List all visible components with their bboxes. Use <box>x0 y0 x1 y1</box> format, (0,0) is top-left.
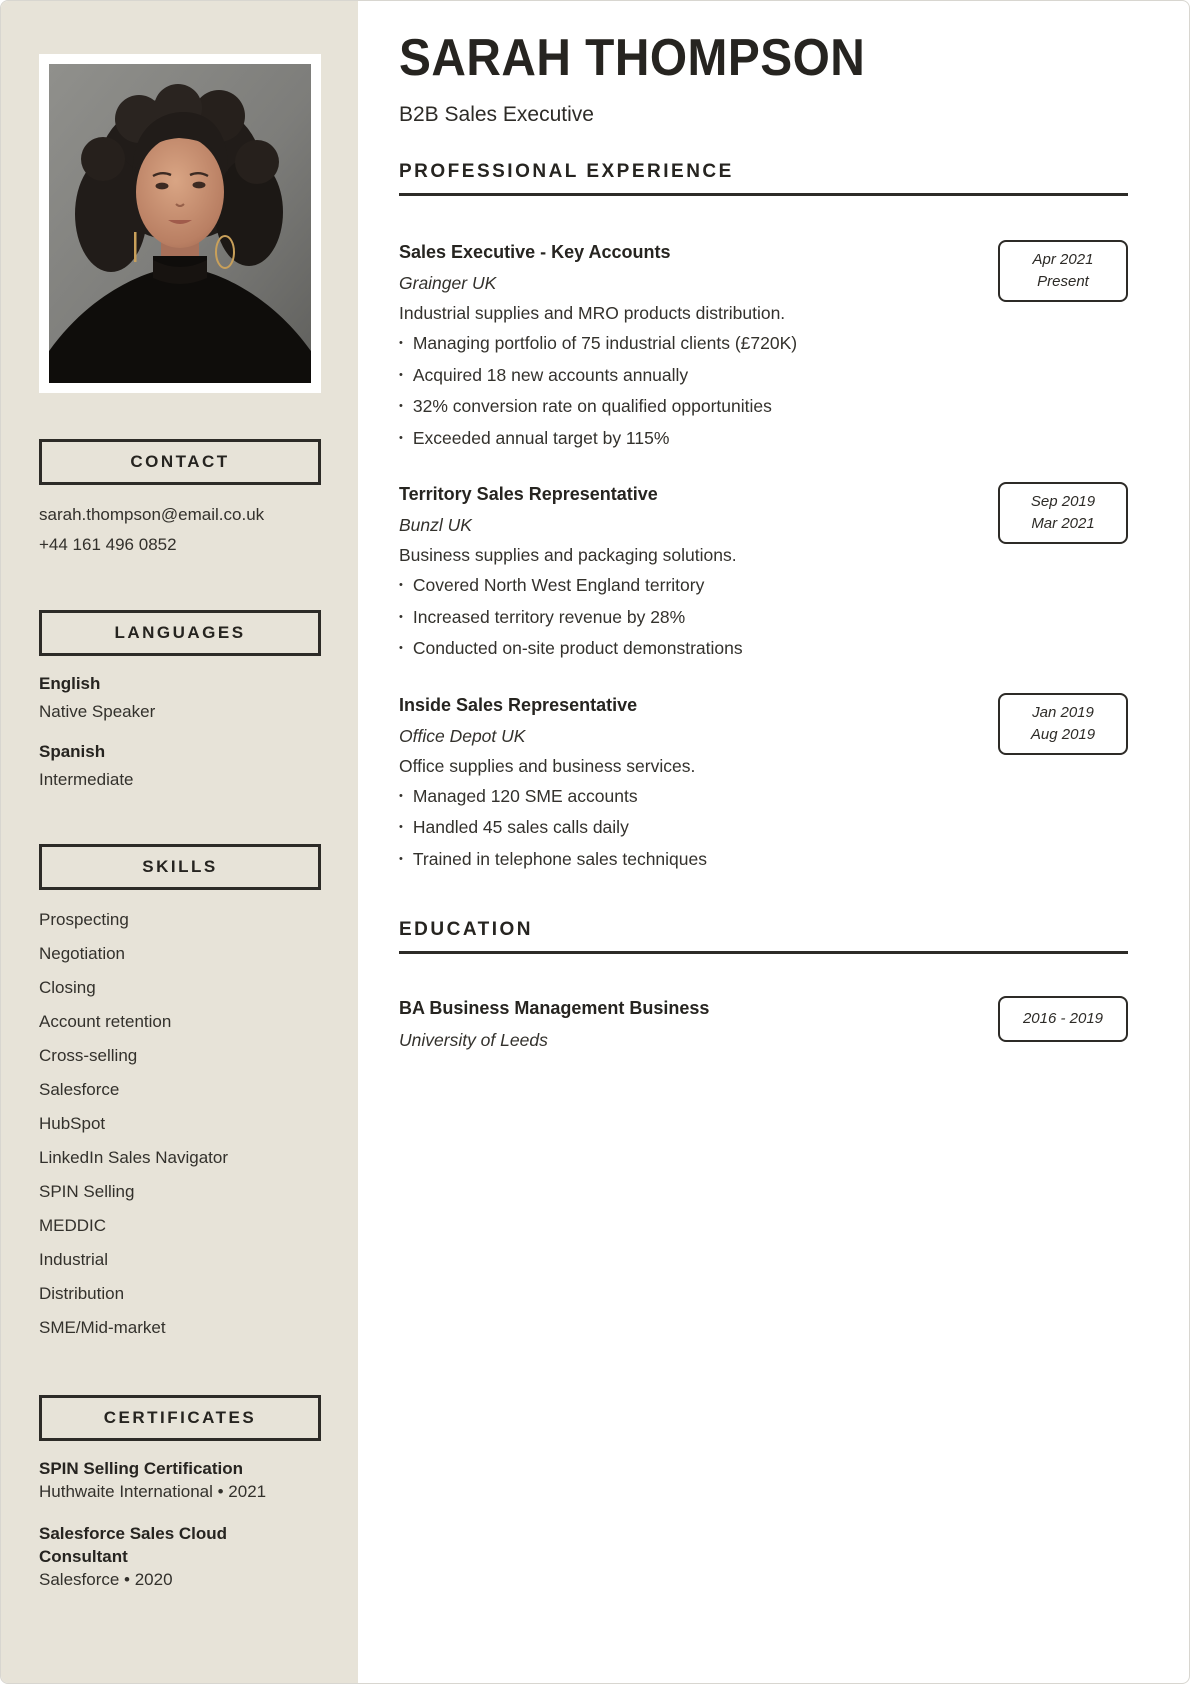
contact-email: sarah.thompson@email.co.uk <box>39 505 265 524</box>
language-level: Native Speaker <box>39 702 156 721</box>
certificate-issuer: Huthwaite International • 2021 <box>39 1482 267 1501</box>
contact-phone: +44 161 496 0852 <box>39 535 177 554</box>
education-date-box <box>998 996 1128 1042</box>
bullet-text: Exceeded annual target by 115% <box>412 427 670 448</box>
education-section-header: EDUCATION <box>399 919 1128 954</box>
bullet-point <box>399 602 978 634</box>
bullet-icon: • <box>399 852 403 865</box>
job-description: Business supplies and packaging solutions. <box>399 545 737 565</box>
skill-item: Cross-selling <box>39 1046 138 1065</box>
date-start: Jan 2019 <box>1032 703 1094 721</box>
bullet-text: Managing portfolio of 75 industrial clients (£720K) <box>412 333 798 353</box>
bullet-text: Increased territory revenue by 28% <box>412 606 686 627</box>
portrait-photo-frame <box>39 54 321 393</box>
date-end: Mar 2021 <box>1031 515 1095 532</box>
bullet-text: Conducted on-site product demonstrations <box>412 638 743 658</box>
bullet-point <box>399 812 978 844</box>
date-end: Present <box>1037 273 1089 290</box>
skill-item: Industrial <box>39 1250 108 1269</box>
bullet-icon: • <box>399 610 403 623</box>
bullet-text: 32% conversion rate on qualified opportunities <box>412 396 772 416</box>
bullet-text: Trained in telephone sales techniques <box>412 848 707 869</box>
bullet-icon: • <box>399 642 403 654</box>
experience-entry <box>399 240 1128 454</box>
job-company: Grainger UK <box>399 273 497 293</box>
date-end: Aug 2019 <box>1030 725 1096 743</box>
degree-title: BA Business Management Business <box>399 998 710 1018</box>
experience-section-header: PROFESSIONAL EXPERIENCE <box>399 161 1128 196</box>
job-bullets <box>399 328 978 454</box>
skill-item: Closing <box>39 978 96 997</box>
certificates-section <box>39 1395 321 1592</box>
date-range-box <box>998 693 1128 755</box>
bullet-point <box>399 844 978 876</box>
job-company: Office Depot UK <box>399 725 526 746</box>
skill-item: Negotiation <box>39 944 126 963</box>
bullet-icon: • <box>399 431 403 444</box>
skill-item: HubSpot <box>39 1114 106 1133</box>
languages-section <box>39 610 321 794</box>
portrait-photo <box>49 64 311 383</box>
bullet-text: Managed 120 SME accounts <box>412 785 638 806</box>
certificates-header: CERTIFICATES <box>39 1395 321 1441</box>
language-name: Spanish <box>39 742 106 761</box>
skill-item: Distribution <box>39 1284 125 1303</box>
bullet-point <box>399 570 978 602</box>
certificate-name: Salesforce Sales Cloud Consultant <box>39 1524 228 1566</box>
sidebar <box>1 1 358 1683</box>
certificate-item <box>39 1522 321 1592</box>
bullet-point <box>399 633 978 665</box>
education-dates: 2016 - 2019 <box>1022 1010 1104 1027</box>
bullet-icon: • <box>399 337 403 349</box>
date-start: Sep 2019 <box>1030 493 1096 510</box>
date-start: Apr 2021 <box>1032 251 1094 268</box>
bullet-point <box>399 391 978 423</box>
date-range-box <box>998 482 1128 544</box>
language-item <box>39 738 321 794</box>
skills-section <box>39 844 321 1345</box>
bullet-point <box>399 328 978 360</box>
language-level: Intermediate <box>39 770 134 789</box>
contact-section <box>39 439 321 560</box>
skill-item: Prospecting <box>39 910 129 929</box>
certificate-issuer: Salesforce • 2020 <box>39 1570 173 1589</box>
education-entry <box>399 996 1128 1051</box>
job-bullets <box>399 570 978 665</box>
language-item <box>39 670 321 726</box>
bullet-icon: • <box>399 368 403 381</box>
skill-item: MEDDIC <box>39 1216 107 1235</box>
headline: B2B Sales Executive <box>399 103 594 126</box>
certificate-item <box>39 1457 321 1504</box>
job-company: Bunzl UK <box>399 515 472 535</box>
bullet-icon: • <box>399 400 403 412</box>
certificate-name: SPIN Selling Certification <box>39 1459 244 1478</box>
contact-header: CONTACT <box>39 439 321 485</box>
language-name: English <box>39 674 101 693</box>
job-title: Inside Sales Representative <box>399 694 638 715</box>
bullet-icon: • <box>399 789 403 802</box>
job-description: Industrial supplies and MRO products distribution. <box>399 303 786 323</box>
bullet-point <box>399 781 978 813</box>
job-title: Territory Sales Representative <box>399 484 658 504</box>
skill-item: Account retention <box>39 1012 172 1031</box>
school-name: University of Leeds <box>399 1030 548 1050</box>
languages-header: LANGUAGES <box>39 610 321 656</box>
skill-item: Salesforce <box>39 1080 120 1099</box>
bullet-text: Handled 45 sales calls daily <box>412 817 629 837</box>
date-range-box <box>998 240 1128 302</box>
experience-entry <box>399 482 1128 665</box>
job-bullets <box>399 781 978 876</box>
bullet-point <box>399 423 978 455</box>
bullet-icon: • <box>399 579 403 591</box>
bullet-icon: • <box>399 821 403 833</box>
experience-entry <box>399 693 1128 876</box>
job-description: Office supplies and business services. <box>399 755 696 776</box>
bullet-point <box>399 360 978 392</box>
page-title: SARAH THOMPSON <box>399 29 866 87</box>
skill-item: SME/Mid-market <box>39 1318 166 1337</box>
bullet-text: Covered North West England territory <box>412 575 705 595</box>
skill-item: SPIN Selling <box>39 1182 135 1201</box>
main-column <box>358 1 1189 1683</box>
bullet-text: Acquired 18 new accounts annually <box>412 364 689 385</box>
skill-item: LinkedIn Sales Navigator <box>39 1148 229 1167</box>
job-title: Sales Executive - Key Accounts <box>399 242 671 262</box>
skills-header: SKILLS <box>39 844 321 890</box>
